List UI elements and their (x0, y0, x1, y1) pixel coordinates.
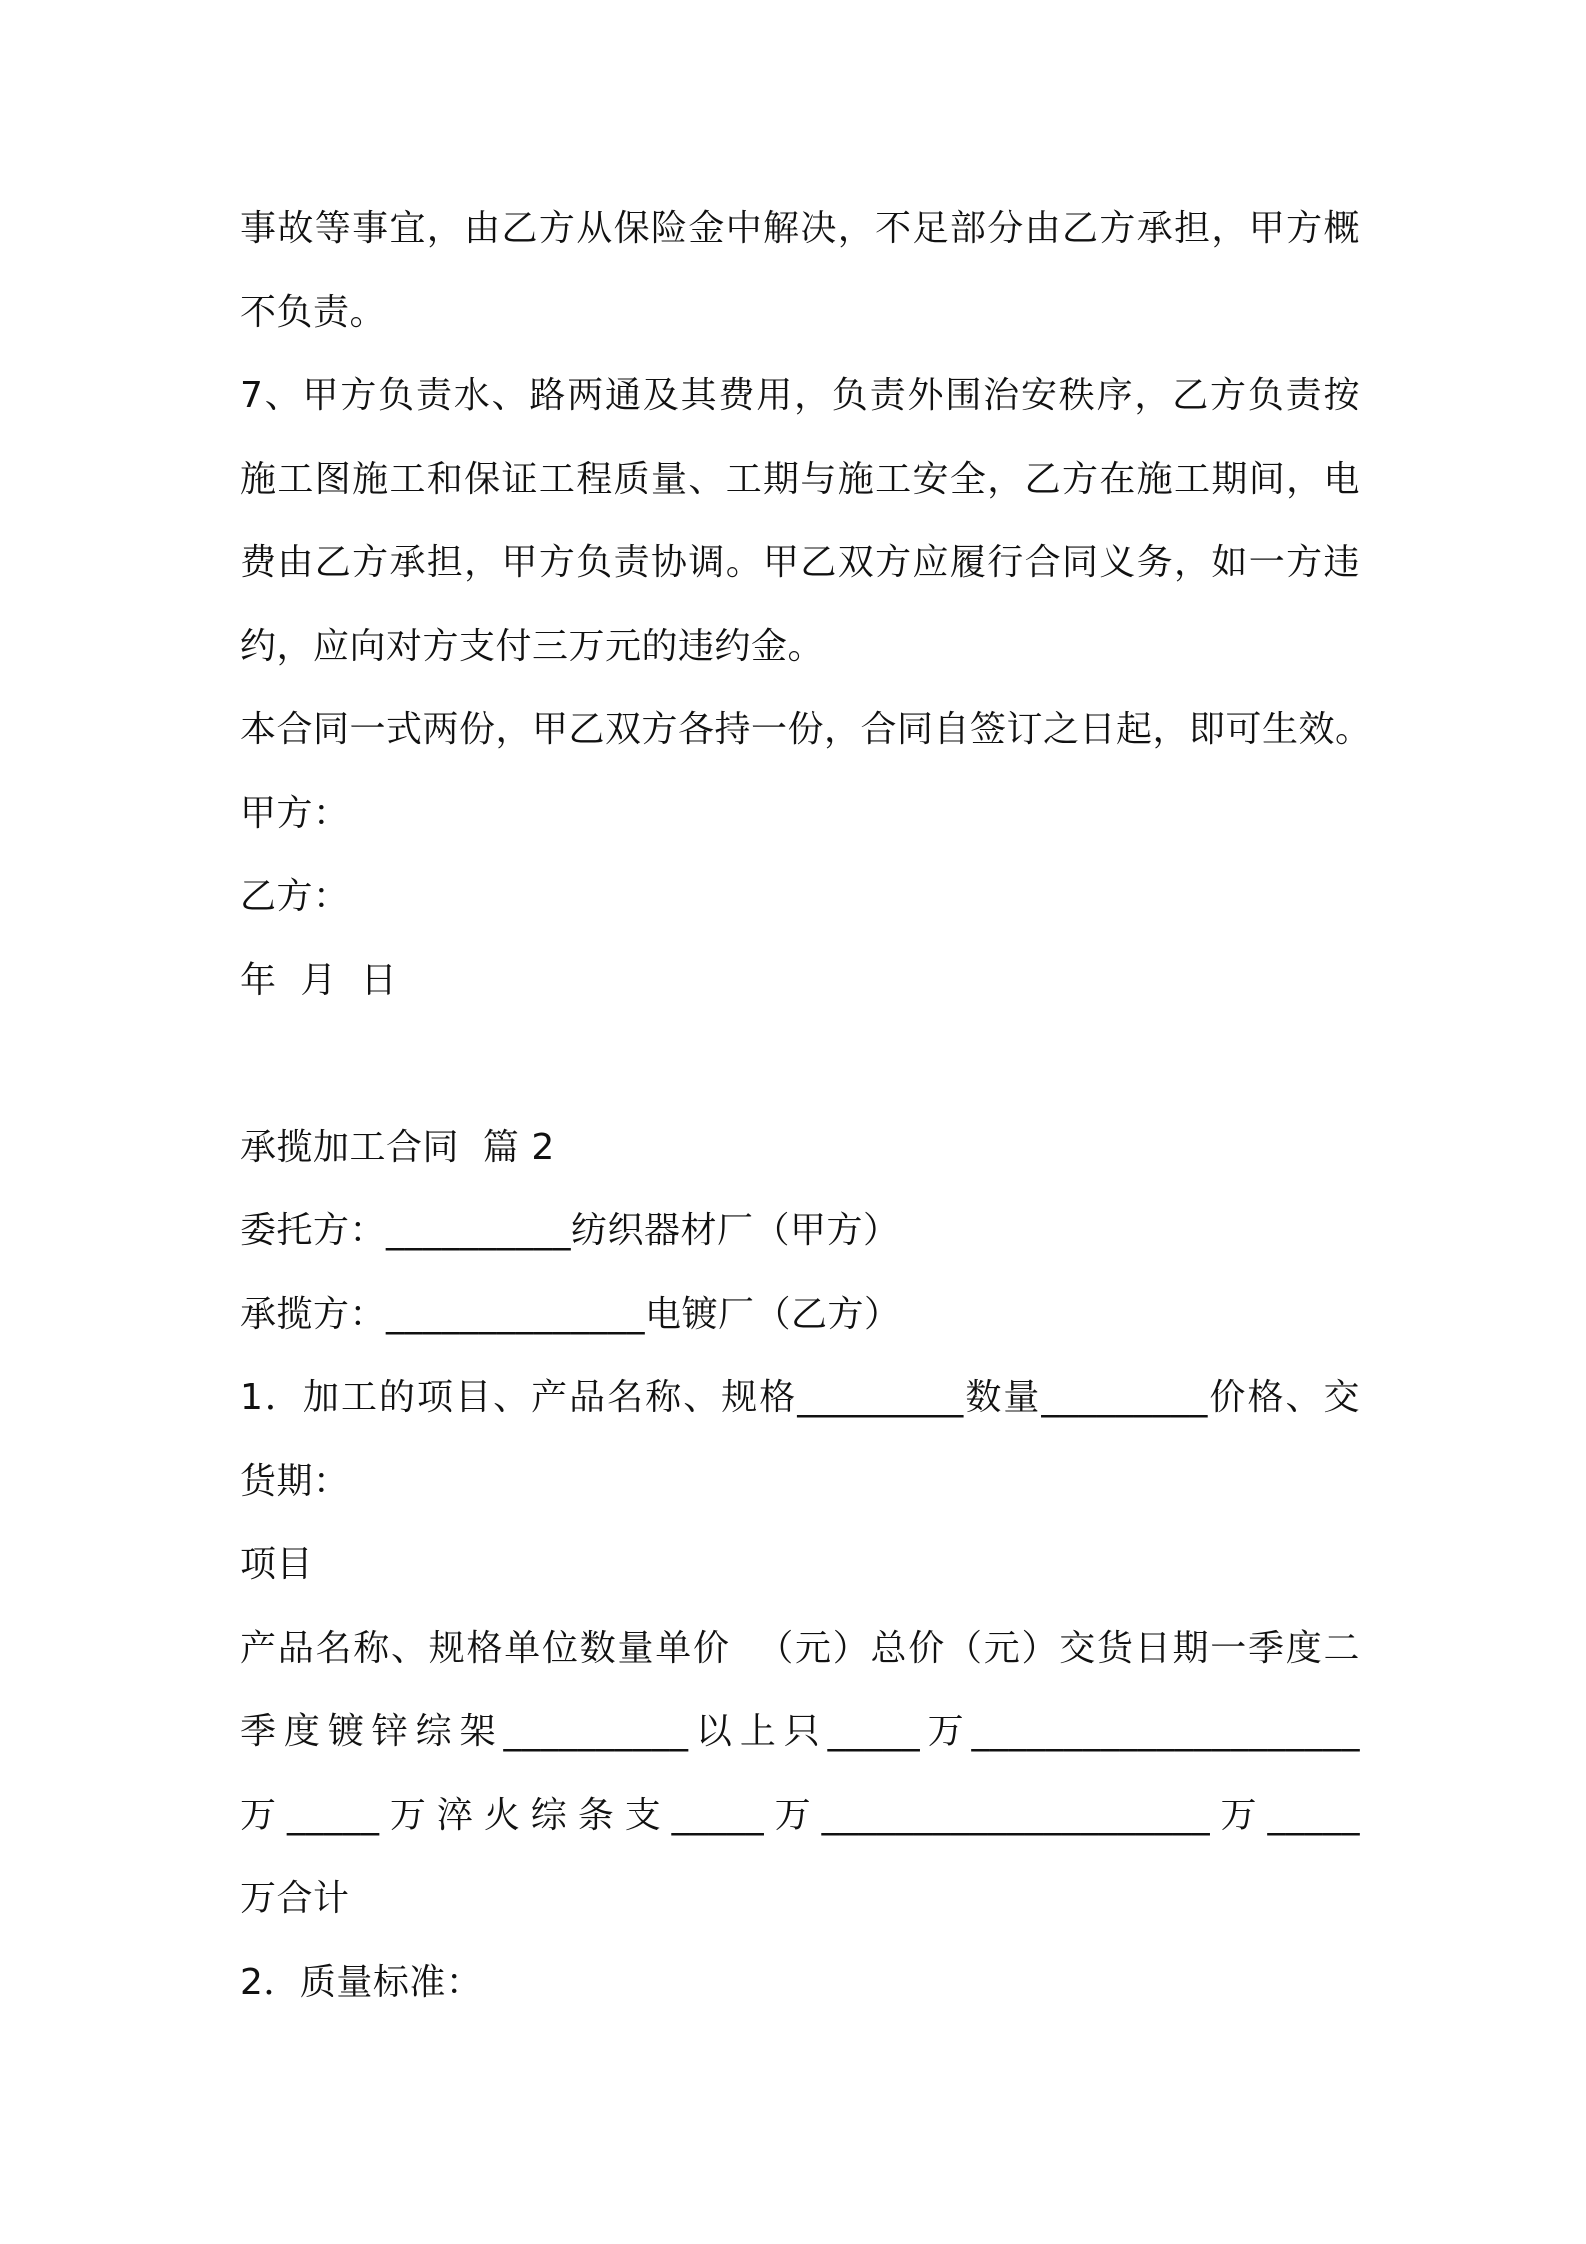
clause-7-line: 7、甲方负责水、路两通及其费用，负责外围治安秩序，乙方负责按 (240, 375, 1360, 416)
contractor-line: 承揽方：______________电镀厂（乙方） (240, 1294, 901, 1335)
client-line: 委托方：__________纺织器材厂（甲方） (240, 1210, 900, 1251)
contract-effect-line: 本合同一式两份，甲乙双方各持一份，合同自签订之日起，即可生效。 (240, 709, 1372, 750)
table-label-line: 项目 (240, 1544, 314, 1585)
table-header-line: 产品名称、规格单位数量单价 （元）总价（元）交货日期一季度二 (240, 1628, 1360, 1669)
body-text-line: 施工图施工和保证工程质量、工期与施工安全，乙方在施工期间，电 (240, 459, 1360, 500)
date-line: 年 月 日 (240, 960, 398, 1001)
table-row-line: 季度镀锌综架__________以上只_____万_____________________ (240, 1711, 1360, 1752)
table-total-line: 万合计 (240, 1878, 350, 1919)
party-a-signature-label: 甲方： (240, 793, 350, 834)
item-2-line: 2．质量标准： (240, 1962, 483, 2003)
body-text-line: 事故等事宜，由乙方从保险金中解决，不足部分由乙方承担，甲方概 (240, 208, 1360, 249)
party-b-signature-label: 乙方： (240, 876, 350, 917)
body-text-line: 货期： (240, 1461, 350, 1502)
body-text-line: 约，应向对方支付三万元的违约金。 (240, 626, 825, 667)
body-text-line: 费由乙方承担，甲方负责协调。甲乙双方应履行合同义务，如一方违 (240, 542, 1360, 583)
body-text-line: 不负责。 (240, 292, 387, 333)
section-title: 承揽加工合同 篇 2 (240, 1127, 555, 1168)
table-row-line: 万_____万淬火综条支_____万_____________________万_____ (240, 1795, 1360, 1836)
item-1-line: 1．加工的项目、产品名称、规格_________数量_________价格、交 (240, 1377, 1360, 1418)
